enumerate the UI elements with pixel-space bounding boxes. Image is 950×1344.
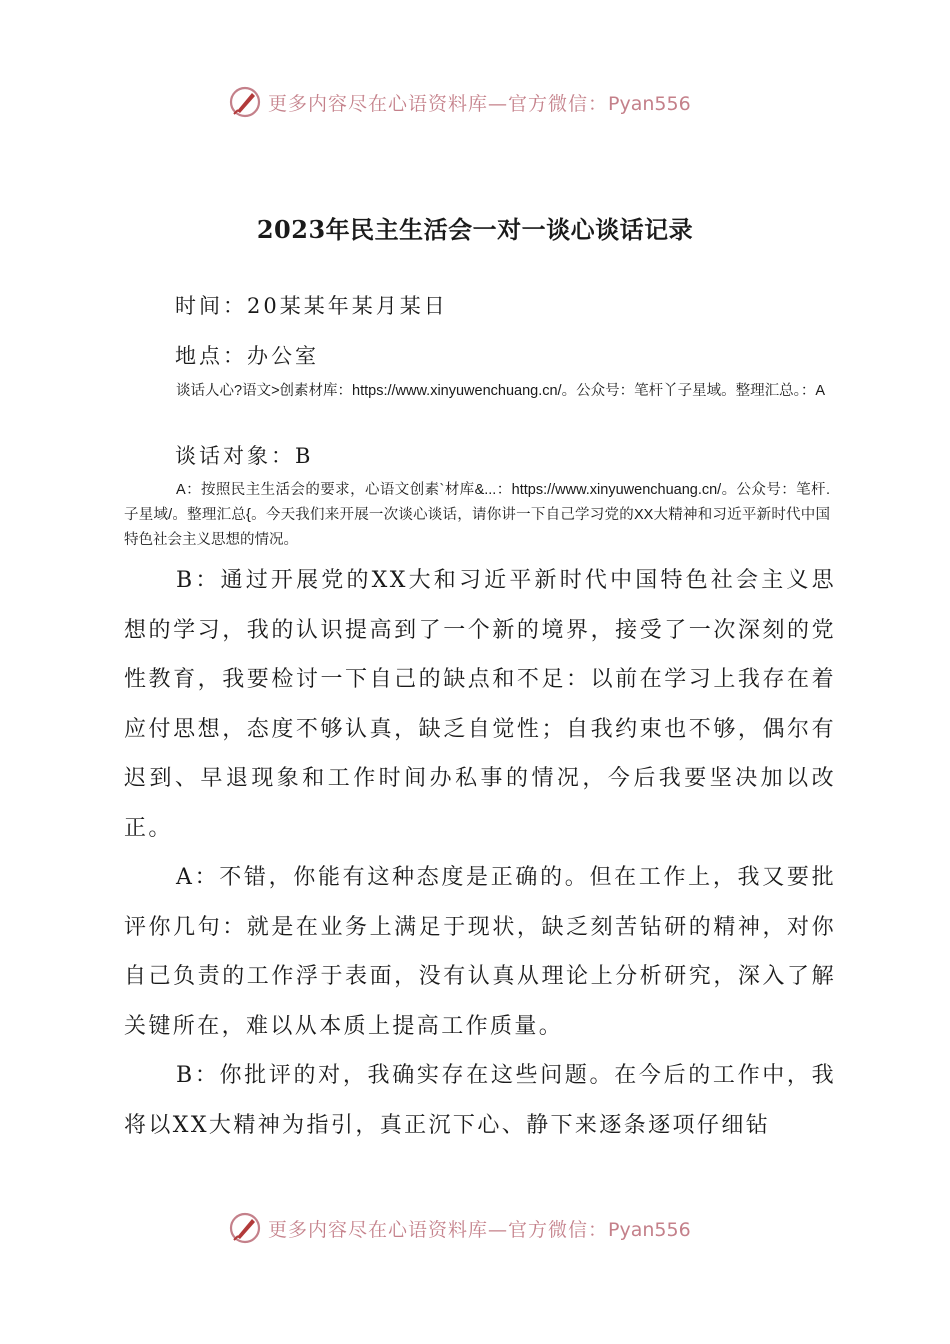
footer-banner [228,1208,748,1248]
banner-text: 更多内容尽在心语资料库—官方微信：Pyan556 [268,92,691,115]
note-opening: A：按照民主生活会的要求，心语文创素`材库&...：https://www.xinyuwenchuang.cn/。公众号：笔杆.子星域/。整理汇总{。今天我们来开展一次谈心谈话，请你讲一下自己学习党的XX大精神和习近平新时代中国特色社会主义思想的情况。 [124,482,830,548]
interview-target: 谈话对象：B [175,444,314,468]
document-title: 2023年民主生活会一对一谈心谈话记录 [256,215,694,244]
note-interviewer: 谈话人心?语文>创素材库：https://www.xinyuwenchuang.cn/。公众号：笔杆丫子星域。整理汇总。：A [176,383,826,399]
quill-pen-logo-icon [228,1211,262,1245]
meeting-time: 时间：20某某年某月某日 [175,294,448,318]
quill-pen-logo-icon [228,85,262,119]
wechat-id: Pyan556 [608,1218,691,1241]
paragraph-b-1: B：通过开展党的XX大和习近平新时代中国特色社会主义思想的学习，我的认识提高到了一个新的境界，接受了一次深刻的党性教育，我要检讨一下自己的缺点和不足：以前在学习上我存在着应付思想，态度不够认真，缺乏自觉性；自我约束也不够，偶尔有迟到、早退现象和工作时间办私事的情况，今后我要坚决加以改正。 [124,568,836,841]
wechat-id: Pyan556 [608,92,691,115]
paragraph-b-2: B：你批评的对，我确实存在这些问题。在今后的工作中，我将以XX大精神为指引，真正沉下心、静下来逐条逐项仔细钻 [124,1063,836,1138]
header-banner [228,82,748,122]
paragraph-a-1: A：不错，你能有这种态度是正确的。但在工作上，我又要批评你几句：就是在业务上满足于现状，缺乏刻苦钻研的精神，对你自己负责的工作浮于表面，没有认真从理论上分析研究，深入了解关键所在，难以从本质上提高工作质量。 [124,865,836,1039]
meeting-place: 地点：办公室 [175,344,319,368]
banner-text: 更多内容尽在心语资料库—官方微信：Pyan556 [268,1218,691,1241]
